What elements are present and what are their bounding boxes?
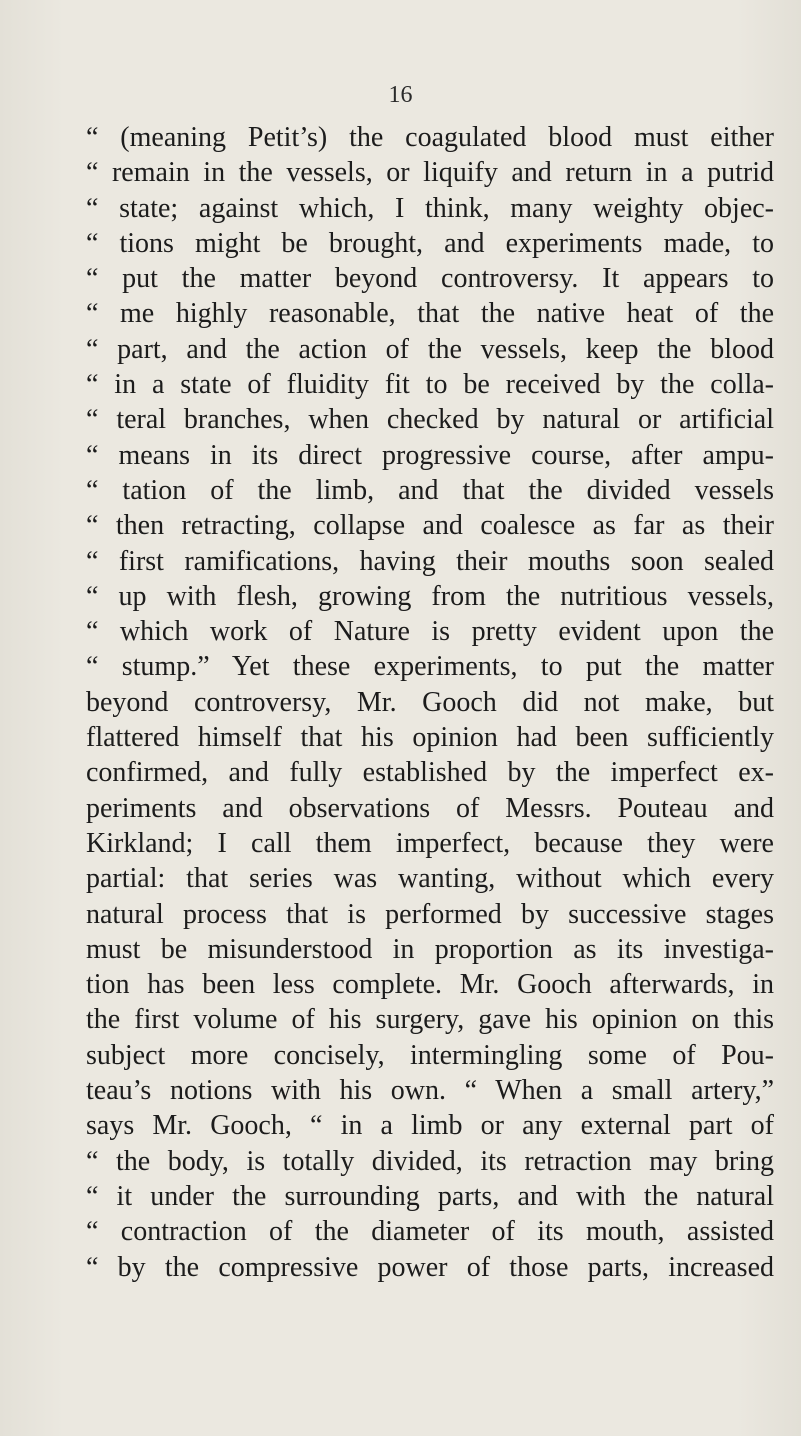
text-line: Kirkland; I call them imperfect, because they were [86,827,774,859]
text-line: “ tions might be brought, and experiments made, to [86,227,774,259]
text-line: says Mr. Gooch, “ in a limb or any external part of [86,1110,774,1142]
text-line: natural process that is performed by successive stages [86,898,774,930]
text-line: “ by the compressive power of those parts, increased [86,1251,774,1283]
text-line: tion has been less complete. Mr. Gooch afterwards, in [86,969,774,1001]
text-line: “ put the matter beyond controversy. It appears to [86,263,774,295]
text-line: the first volume of his surgery, gave his opinion on this [86,1004,774,1036]
text-line: beyond controversy, Mr. Gooch did not make, but [86,686,774,718]
text-line: partial: that series was wanting, without which every [86,863,774,895]
text-line: “ stump.” Yet these experiments, to put the matter [86,651,774,683]
text-line: periments and observations of Messrs. Pouteau and [86,792,774,824]
text-line: “ teral branches, when checked by natural or artificial [86,404,774,436]
text-line: teau’s notions with his own. “ When a small artery,” [86,1075,774,1107]
text-line: confirmed, and fully established by the imperfect ex- [86,757,774,789]
text-line: flattered himself that his opinion had been sufficiently [86,722,774,754]
text-line: “ contraction of the diameter of its mouth, assisted [86,1216,774,1248]
text-line: must be misunderstood in proportion as its investiga- [86,933,774,965]
text-line: “ me highly reasonable, that the native heat of the [86,298,774,330]
body-text [86,120,774,1285]
text-line: “ then retracting, collapse and coalesce as far as their [86,510,774,542]
text-line: “ it under the surrounding parts, and with the natural [86,1180,774,1212]
text-line: “ the body, is totally divided, its retraction may bring [86,1145,774,1177]
text-line: “ means in its direct progressive course, after ampu- [86,439,774,471]
text-line: “ state; against which, I think, many weighty objec- [86,192,774,224]
text-line: “ part, and the action of the vessels, keep the blood [86,333,774,365]
text-line: subject more concisely, intermingling some of Pou- [86,1039,774,1071]
text-line: “ in a state of fluidity fit to be received by the colla- [86,369,774,401]
text-line: “ which work of Nature is pretty evident upon the [86,616,774,648]
text-line: “ up with flesh, growing from the nutritious vessels, [86,580,774,612]
text-line: “ remain in the vessels, or liquify and return in a putrid [86,157,774,189]
text-line: “ first ramifications, having their mouths soon sealed [86,545,774,577]
text-line: “ tation of the limb, and that the divided vessels [86,474,774,506]
text-line: “ (meaning Petit’s) the coagulated blood must either [86,122,774,153]
page-number: 16 [388,82,413,108]
